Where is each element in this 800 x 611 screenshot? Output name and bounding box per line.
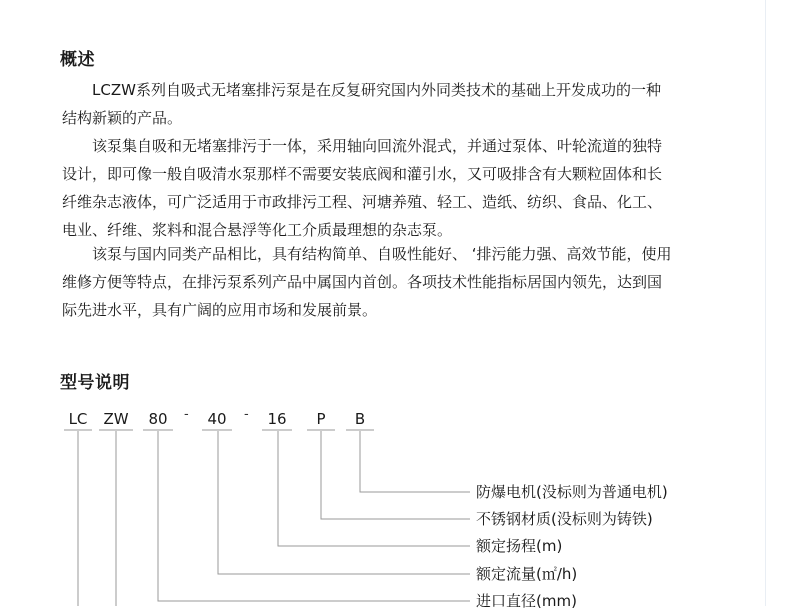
desc-rated-head: 额定扬程(m) [476, 537, 563, 555]
model-part-lc: LC [68, 410, 88, 428]
desc-explosion-proof-motor: 防爆电机(没标则为普通电机) [476, 483, 668, 501]
paragraph-line: LCZW系列自吸式无堵塞排污泵是在反复研究国内外同类技术的基础上开发成功的一种 [92, 81, 661, 99]
model-part-head: 16 [267, 410, 287, 428]
model-part-dash: - [244, 407, 249, 422]
connector-p [321, 431, 470, 519]
model-part-inlet: 80 [148, 410, 168, 428]
paragraph-line: 结构新颖的产品。 [62, 109, 183, 127]
model-part-dash: - [184, 407, 189, 422]
connector-flow [218, 431, 470, 574]
paragraph-line: 该泵集自吸和无堵塞排污于一体，采用轴向回流外混式，并通过泵体、叶轮流道的独特 [92, 137, 663, 155]
model-part-flow: 40 [207, 410, 227, 428]
paragraph-line: 电业、纤维、浆料和混合悬浮等化工介质最理想的杂志泵。 [62, 221, 453, 239]
paragraph-line: 维修方便等特点，在排污泵系列产品中属国内首创。各项技术性能指标居国内领先，达到国 [62, 273, 663, 291]
connector-head [278, 431, 470, 546]
paragraph-line: 设计，即可像一般自吸清水泵那样不需要安装底阀和灌引水，又可吸排含有大颗粒固体和长 [62, 165, 663, 183]
paragraph-line: 际先进水平，具有广阔的应用市场和发展前景。 [62, 301, 378, 319]
paragraph-line: 纤维杂志液体，可广泛适用于市政排污工程、河塘养殖、轻工、造纸、纺织、食品、化工、 [62, 193, 663, 211]
desc-stainless-material: 不锈钢材质(没标则为铸铁) [476, 510, 653, 528]
overview-title: 概述 [60, 50, 95, 70]
model-part-p: P [316, 410, 326, 428]
connector-inlet [158, 431, 470, 601]
model-part-zw: ZW [103, 410, 129, 428]
connector-b [360, 431, 470, 492]
paragraph-line: 该泵与国内同类产品相比，具有结构简单、自吸性能好、 ‘排污能力强、高效节能，使用 [92, 245, 672, 263]
desc-inlet-diameter: 进口直径(mm) [476, 592, 577, 610]
model-part-b: B [354, 410, 366, 428]
model-title: 型号说明 [60, 373, 130, 393]
desc-rated-flow: 额定流量(㎡/h) [476, 565, 578, 583]
